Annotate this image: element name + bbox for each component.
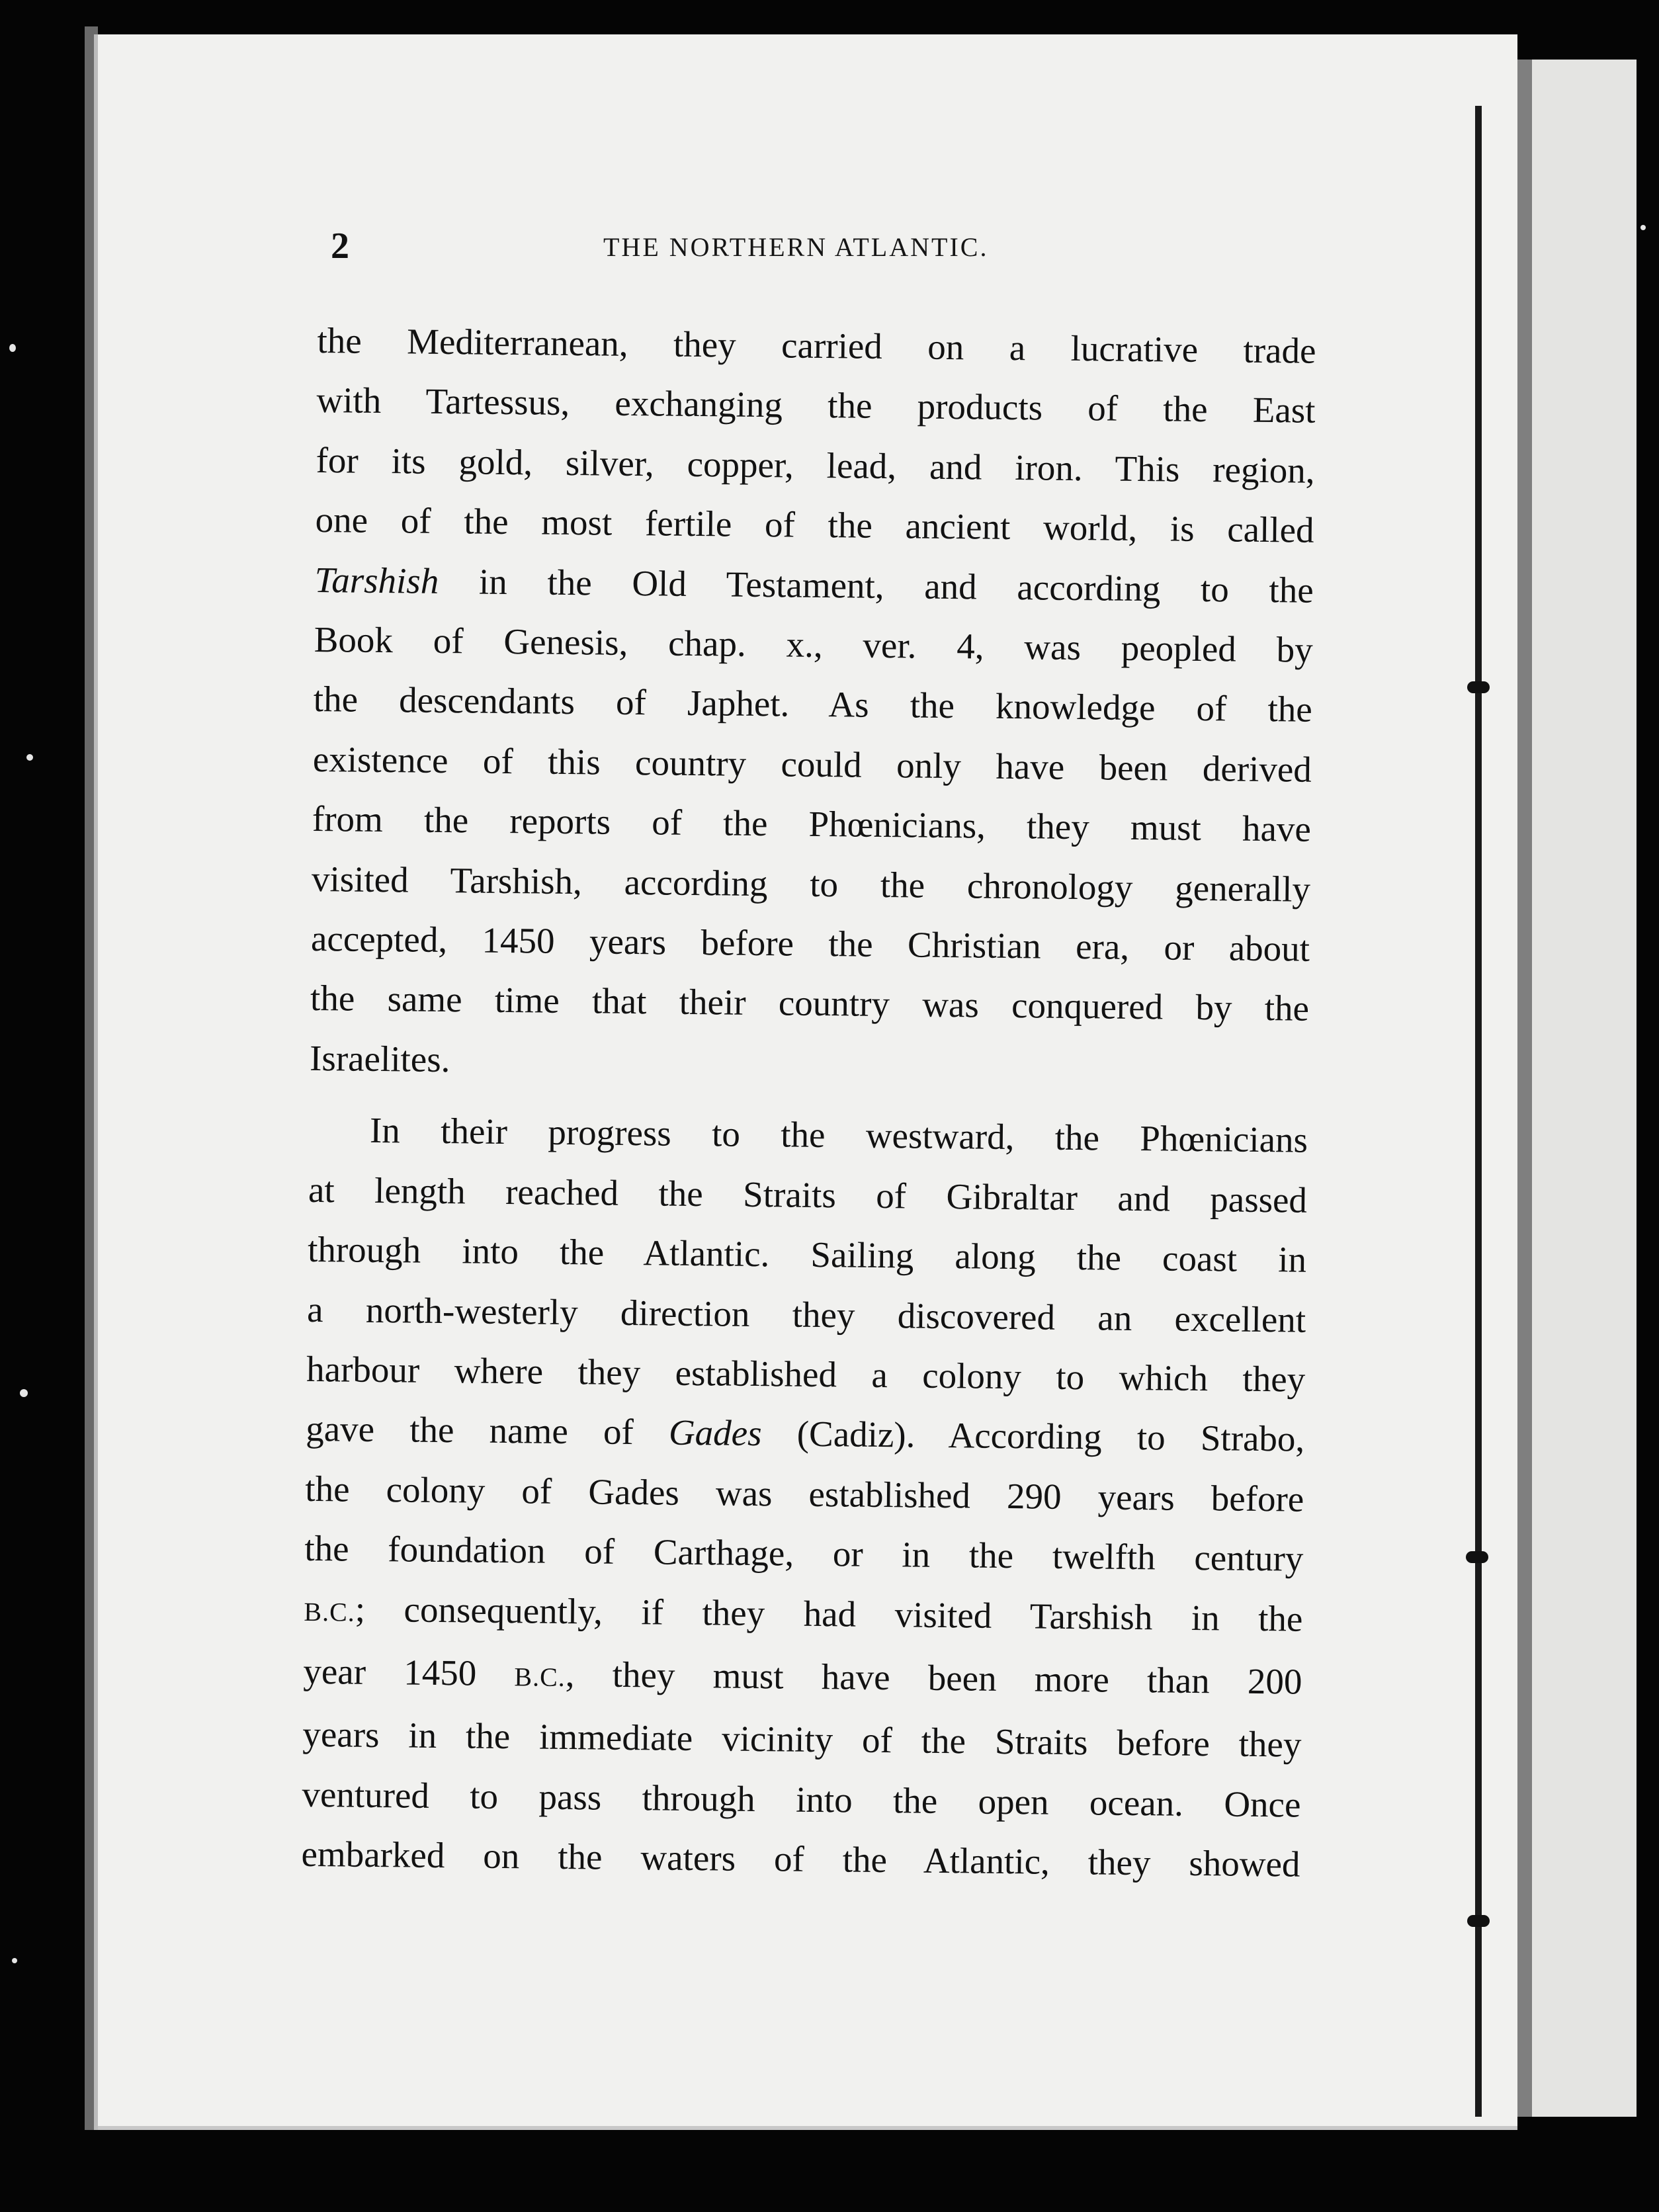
text-line: at length reached the Straits of Gibraltar and passed: [308, 1169, 1308, 1220]
text-line: accepted, 1450 years before the Christian era, or about: [310, 918, 1310, 969]
text-line: Israelites.: [309, 1037, 450, 1080]
text-line: from the reports of the Phœnicians, they must have: [312, 798, 1312, 850]
text-line: one of the most fertile of the ancient world, is called: [315, 499, 1314, 551]
text-line: for its gold, silver, copper, lead, and iron. This region,: [316, 439, 1315, 491]
text-line: visited Tarshish, according to the chronology generally: [311, 858, 1311, 910]
running-title: THE NORTHERN ATLANTIC.: [603, 232, 989, 262]
text-line: In their progress to the westward, the Phœnicians: [369, 1110, 1308, 1161]
facing-page-edge: [1517, 60, 1637, 2117]
text-line: [304, 1578, 1303, 1652]
body-text: [301, 311, 1316, 1906]
running-head: [331, 225, 1323, 265]
text-fragment: ; consequently, if they had visited Tarshish in the: [355, 1588, 1303, 1639]
scan-speck: [1640, 225, 1646, 230]
scan-speck: [12, 1958, 17, 1963]
text-fragment: , they must have been more than 200: [565, 1653, 1302, 1702]
gutter-mark: [1467, 681, 1490, 693]
italic-term: Gades: [668, 1412, 762, 1454]
text-line: the Mediterranean, they carried on a lucrative trade: [317, 319, 1316, 371]
text-line: the colony of Gades was established 290 years before: [305, 1468, 1304, 1519]
gutter-mark: [1466, 1551, 1488, 1563]
page-number: 2: [331, 226, 349, 267]
scan-speck: [26, 754, 33, 761]
small-caps-abbrev: B.C.: [514, 1662, 566, 1692]
text-line: through into the Atlantic. Sailing along the coast in: [307, 1229, 1307, 1280]
facing-page-shadow: [1517, 60, 1532, 2117]
text-line: the foundation of Carthage, or in the twelfth century: [304, 1528, 1304, 1579]
text-line: [306, 1399, 1305, 1469]
scan-speck: [20, 1389, 28, 1397]
text-line: with Tartessus, exchanging the products of the East: [316, 380, 1316, 431]
italic-term: Tarshish: [314, 559, 439, 601]
text-line: the descendants of Japhet. As the knowledge of the: [313, 679, 1313, 730]
text-line: the same time that their country was conquered by the: [310, 978, 1310, 1029]
text-line: Book of Genesis, chap. x., ver. 4, was peopled by: [314, 619, 1314, 670]
text-fragment: year 1450: [303, 1650, 477, 1693]
paragraph-1: [310, 311, 1316, 1099]
text-line: a north-westerly direction they discovered an excellent: [306, 1289, 1306, 1340]
text-fragment: (Cadiz). According to Strabo,: [796, 1413, 1305, 1460]
text-line: existence of this country could only have been derived: [312, 738, 1312, 790]
scan-speck: [9, 344, 16, 352]
gutter-mark: [1467, 1915, 1490, 1927]
text-line: years in the immediate vicinity of the Straits before they: [302, 1714, 1302, 1765]
text-fragment: gave the name of: [305, 1408, 634, 1453]
paragraph-2: [301, 1100, 1308, 1894]
text-line: harbour where they established a colony to which they: [306, 1348, 1306, 1400]
text-fragment: in the Old Testament, and according to the: [478, 561, 1314, 611]
small-caps-abbrev: B.C.: [304, 1596, 356, 1627]
text-line: embarked on the waters of the Atlantic, they showed: [301, 1834, 1300, 1885]
text-line: ventured to pass through into the open ocean. Once: [302, 1773, 1301, 1825]
text-line: [314, 550, 1314, 620]
text-line: [303, 1642, 1302, 1715]
gutter-line: [1475, 106, 1482, 2117]
